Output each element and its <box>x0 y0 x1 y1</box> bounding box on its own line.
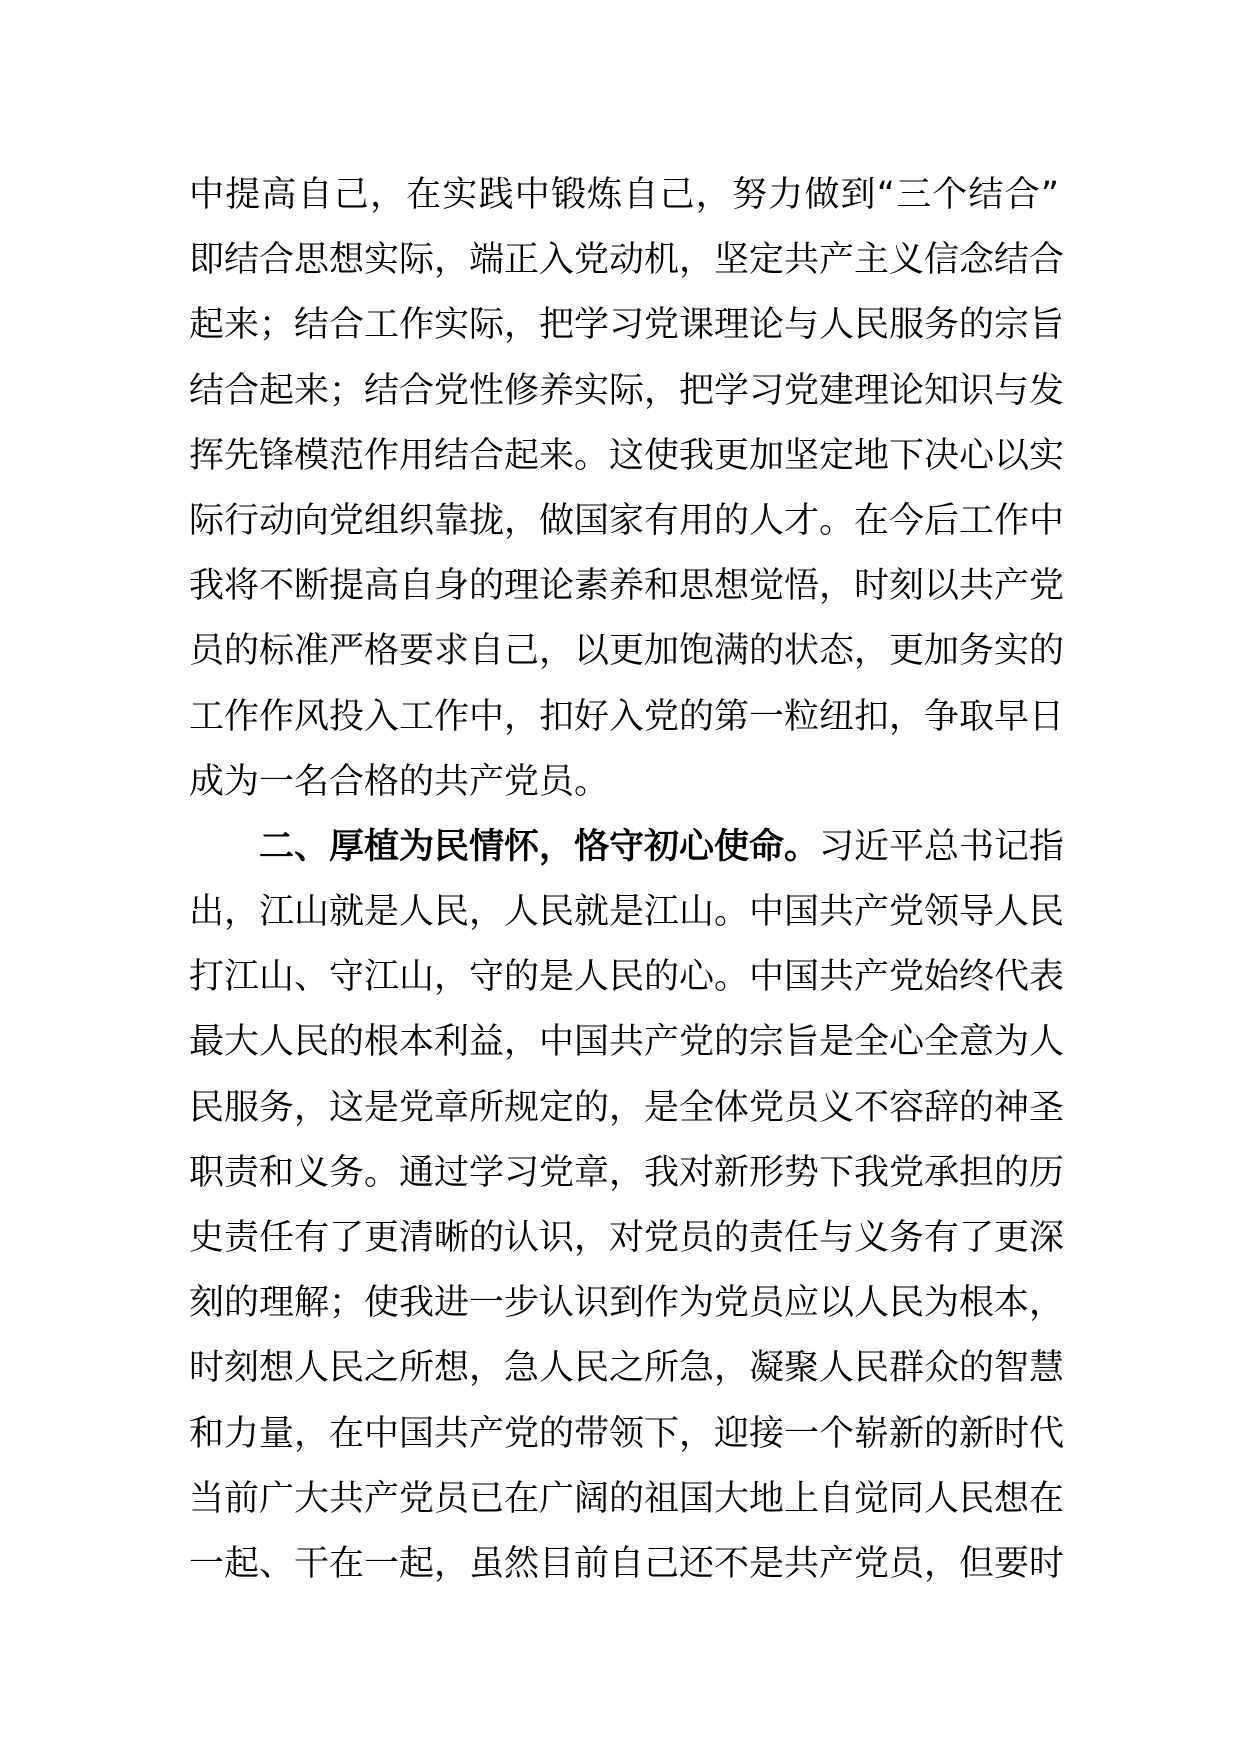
text-line: 起来；结合工作实际，把学习党课理论与人民服务的宗旨 <box>189 305 1065 346</box>
section-heading-tail: 习近平总书记指 <box>819 826 1065 867</box>
text-line: 和力量，在中国共产党的带领下，迎接一个崭新的新时代 <box>189 1413 1065 1454</box>
text-line: 出，江山就是人民，人民就是江山。中国共产党领导人民 <box>189 892 1065 933</box>
text-line: 最大人民的根本利益，中国共产党的宗旨是全心全意为人 <box>189 1022 1065 1063</box>
text-line: 当前广大共产党员已在广阔的祖国大地上自觉同人民想在 <box>189 1478 1065 1519</box>
text-line: 职责和义务。通过学习党章，我对新形势下我党承担的历 <box>189 1152 1065 1193</box>
text-line: 中提高自己，在实践中锻炼自己，努力做到“三个结合” <box>189 175 1059 215</box>
text-line: 时刻想人民之所想，急人民之所急，凝聚人民群众的智慧 <box>189 1348 1065 1389</box>
text-line: 即结合思想实际，端正入党动机，坚定共产主义信念结合 <box>189 240 1065 281</box>
text-line: 挥先锋模范作用结合起来。这使我更加坚定地下决心以实 <box>189 435 1065 476</box>
text-line: 成为一名合格的共产党员。 <box>189 761 610 802</box>
text-line: 工作作风投入工作中，扣好入党的第一粒纽扣，争取早日 <box>189 696 1065 737</box>
text-line: 我将不断提高自身的理论素养和思想觉悟，时刻以共产党 <box>189 566 1065 607</box>
text-line: 一起、干在一起，虽然目前自己还不是共产党员，但要时 <box>189 1543 1065 1584</box>
text-line: 刻的理解；使我进一步认识到作为党员应以人民为根本， <box>189 1283 1065 1324</box>
text-line: 际行动向党组织靠拢，做国家有用的人才。在今后工作中 <box>189 500 1065 541</box>
section-heading: 二、厚植为民情怀，恪守初心使命。 <box>259 826 820 867</box>
text-line: 打江山、守江山，守的是人民的心。中国共产党始终代表 <box>189 957 1065 998</box>
text-line: 结合起来；结合党性修养实际，把学习党建理论知识与发 <box>189 370 1065 411</box>
text-line: 员的标准严格要求自己，以更加饱满的状态，更加务实的 <box>189 631 1065 672</box>
body-text <box>189 163 1065 1597</box>
section-heading-line <box>189 815 1065 880</box>
text-line: 民服务，这是党章所规定的，是全体党员义不容辞的神圣 <box>189 1087 1065 1128</box>
text-line: 史责任有了更清晰的认识，对党员的责任与义务有了更深 <box>189 1218 1065 1258</box>
